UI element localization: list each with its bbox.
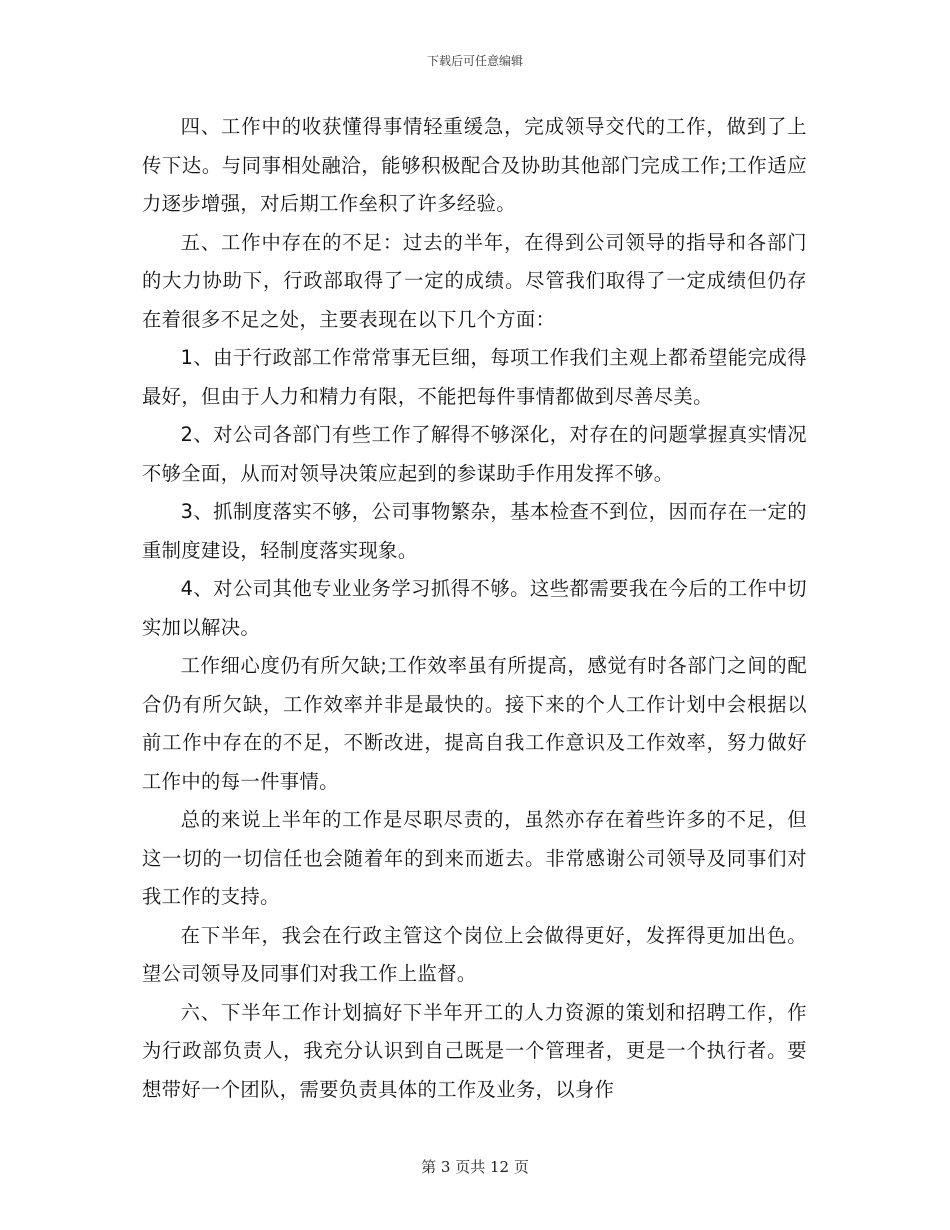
paragraph-summary: 总的来说上半年的工作是尽职尽责的，虽然亦存在着些许多的不足，但这一切的一切信任也会随着年的到来而逝去。非常感谢公司领导及同事们对我工作的支持。	[142, 808, 807, 908]
paragraph-gains: 四、工作中的收获懂得事情轻重缓急，完成领导交代的工作，做到了上传下达。与同事相处融洽，能够积极配合及协助其他部门完成工作;工作适应力逐步增强，对后期工作垒积了许多经验。	[142, 115, 807, 215]
paragraph-carefulness: 工作细心度仍有所欠缺;工作效率虽有所提高，感觉有时各部门之间的配合仍有所欠缺，工作效率并非是最快的。接下来的个人工作计划中会根据以前工作中存在的不足，不断改进，提高自我工作意识及工作效率，努力做好工作中的每一件事情。	[142, 654, 807, 793]
paragraph-work-plan: 六、下半年工作计划搞好下半年开工的人力资源的策划和招聘工作，作为行政部负责人，我充分认识到自己既是一个管理者，更是一个执行者。要想带好一个团队，需要负责具体的工作及业务，以身作	[142, 1000, 807, 1101]
document-body	[142, 108, 807, 1109]
paragraph-second-half: 在下半年，我会在行政主管这个岗位上会做得更好，发挥得更加出色。望公司领导及同事们对我工作上监督。	[142, 923, 807, 985]
paragraph-point-3: 3、抓制度落实不够，公司事物繁杂，基本检查不到位，因而存在一定的重制度建设，轻制度落实现象。	[142, 500, 807, 562]
paragraph-point-4: 4、对公司其他专业业务学习抓得不够。这些都需要我在今后的工作中切实加以解决。	[142, 577, 807, 639]
paragraph-point-2: 2、对公司各部门有些工作了解得不够深化，对存在的问题掌握真实情况不够全面，从而对领导决策应起到的参谋助手作用发挥不够。	[142, 423, 807, 485]
page-number-footer: 第 3 页共 12 页	[421, 1158, 529, 1176]
paragraph-point-1: 1、由于行政部工作常常事无巨细，每项工作我们主观上都希望能完成得最好，但由于人力和精力有限，不能把每件事情都做到尽善尽美。	[142, 346, 807, 408]
paragraph-shortcomings: 五、工作中存在的不足：过去的半年，在得到公司领导的指导和各部门的大力协助下，行政部取得了一定的成绩。尽管我们取得了一定成绩但仍存在着很多不足之处，主要表现在以下几个方面：	[142, 230, 807, 331]
page-header: 下载后可任意编辑	[426, 54, 523, 68]
